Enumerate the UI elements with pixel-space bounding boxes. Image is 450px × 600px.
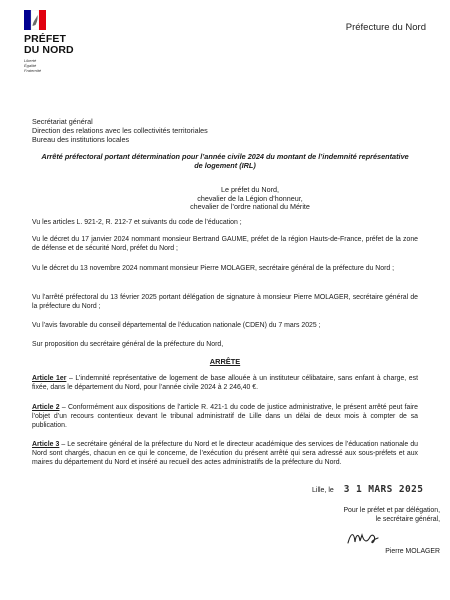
article-1 xyxy=(32,375,418,393)
article-2 xyxy=(32,404,418,430)
delegation-line: Pour le préfet et par délégation, xyxy=(343,507,440,514)
article-1-text: – L’indemnité représentative de logement de base allouée à un instituteur célibataire, sans enfant à charge, est fixée, dans le département du Nord, pour l’année civile 2024 à 2 246,40 €. xyxy=(32,375,418,391)
logo-line-du-nord: DU NORD xyxy=(24,44,74,56)
consideration-decret-secretaire: Vu le décret du 13 novembre 2024 nommant monsieur Pierre MOLAGER, secrétaire général de la préfecture du Nord ; xyxy=(32,265,395,272)
signatory-line: chevalier de la Légion d’honneur, xyxy=(197,193,303,203)
service-line-secretariat: Secrétariat général xyxy=(32,117,93,126)
service-line-bureau: Bureau des institutions locales xyxy=(32,135,130,145)
signatory-line: chevalier de l’ordre national du Mérite xyxy=(190,202,310,212)
article-2-label: Article 2 xyxy=(32,404,60,411)
marianne-icon xyxy=(24,10,46,30)
prefet-du-nord-logo xyxy=(24,10,104,73)
issuing-service xyxy=(32,117,282,145)
proposition: Sur proposition du secrétaire général de la préfecture du Nord, xyxy=(32,341,224,348)
logo-line-prefet: PRÉFET xyxy=(24,33,67,45)
article-2-text: – Conformément aux dispositions de l’article R. 421-1 du code de justice administrative, le présent arrêté peut faire l’objet d’un recours contentieux devant le tribunal administratif de Lille dans un délai de deux mois à compter de sa publication. xyxy=(32,404,418,429)
date-place: Lille, le xyxy=(312,487,334,494)
article-3 xyxy=(32,441,418,467)
consideration-code-education: Vu les articles L. 921-2, R. 212-7 et suivants du code de l’éducation ; xyxy=(32,219,242,226)
consideration-cden: Vu l’avis favorable du conseil départemental de l’éducation nationale (CDEN) du 7 mars 2025 ; xyxy=(32,322,321,329)
consideration-delegation: Vu l’arrêté préfectoral du 13 février 2025 portant délégation de signature à monsieur Pierre MOLAGER, secrétaire général de la préfecture du Nord ; xyxy=(32,294,418,310)
devise-fraternite: Fraternité xyxy=(24,68,42,73)
consideration-decret-prefet: Vu le décret du 17 janvier 2024 nommant monsieur Bertrand GAUME, préfet de la région Hauts-de-France, préfet de la zone de défense et de sécurité Nord, préfet du Nord ; xyxy=(32,236,418,252)
arrete-heading: ARRÊTE xyxy=(209,357,241,366)
decree-title: Arrêté préfectoral portant détermination pour l’année civile 2024 du montant de l’indemnité représentative de logement (IRL) xyxy=(41,152,409,171)
delegation-line: le secrétaire général, xyxy=(375,515,440,523)
article-3-label: Article 3 xyxy=(32,441,60,448)
article-3-text: – Le secrétaire général de la préfecture du Nord et le directeur académique des services de l’éducation nationale du Nord sont chargés, chacun en ce qui le concerne, de l’exécution du présent arrêté qui sera adressé aux sous-préfets et aux maires du département du Nord et inséré au recueil des actes administratifs de la préfecture du Nord. xyxy=(32,441,418,466)
handwritten-signature xyxy=(345,529,385,549)
date-line xyxy=(312,484,423,495)
signatory-name: Pierre MOLAGER xyxy=(385,548,440,555)
signatory-block xyxy=(150,186,350,212)
logo-title xyxy=(24,34,104,56)
delegation-block xyxy=(300,507,440,525)
date-stamp: 3 1 MARS 2025 xyxy=(343,484,424,495)
devise-egalite: Égalité xyxy=(24,63,37,68)
devise xyxy=(24,58,104,73)
article-1-label: Article 1er xyxy=(32,375,67,382)
prefecture-name: Préfecture du Nord xyxy=(345,22,426,33)
devise-liberte: Liberté xyxy=(24,58,37,63)
service-line-direction: Direction des relations avec les collectivités territoriales xyxy=(32,126,208,136)
signatory-line: Le préfet du Nord, xyxy=(221,185,279,194)
